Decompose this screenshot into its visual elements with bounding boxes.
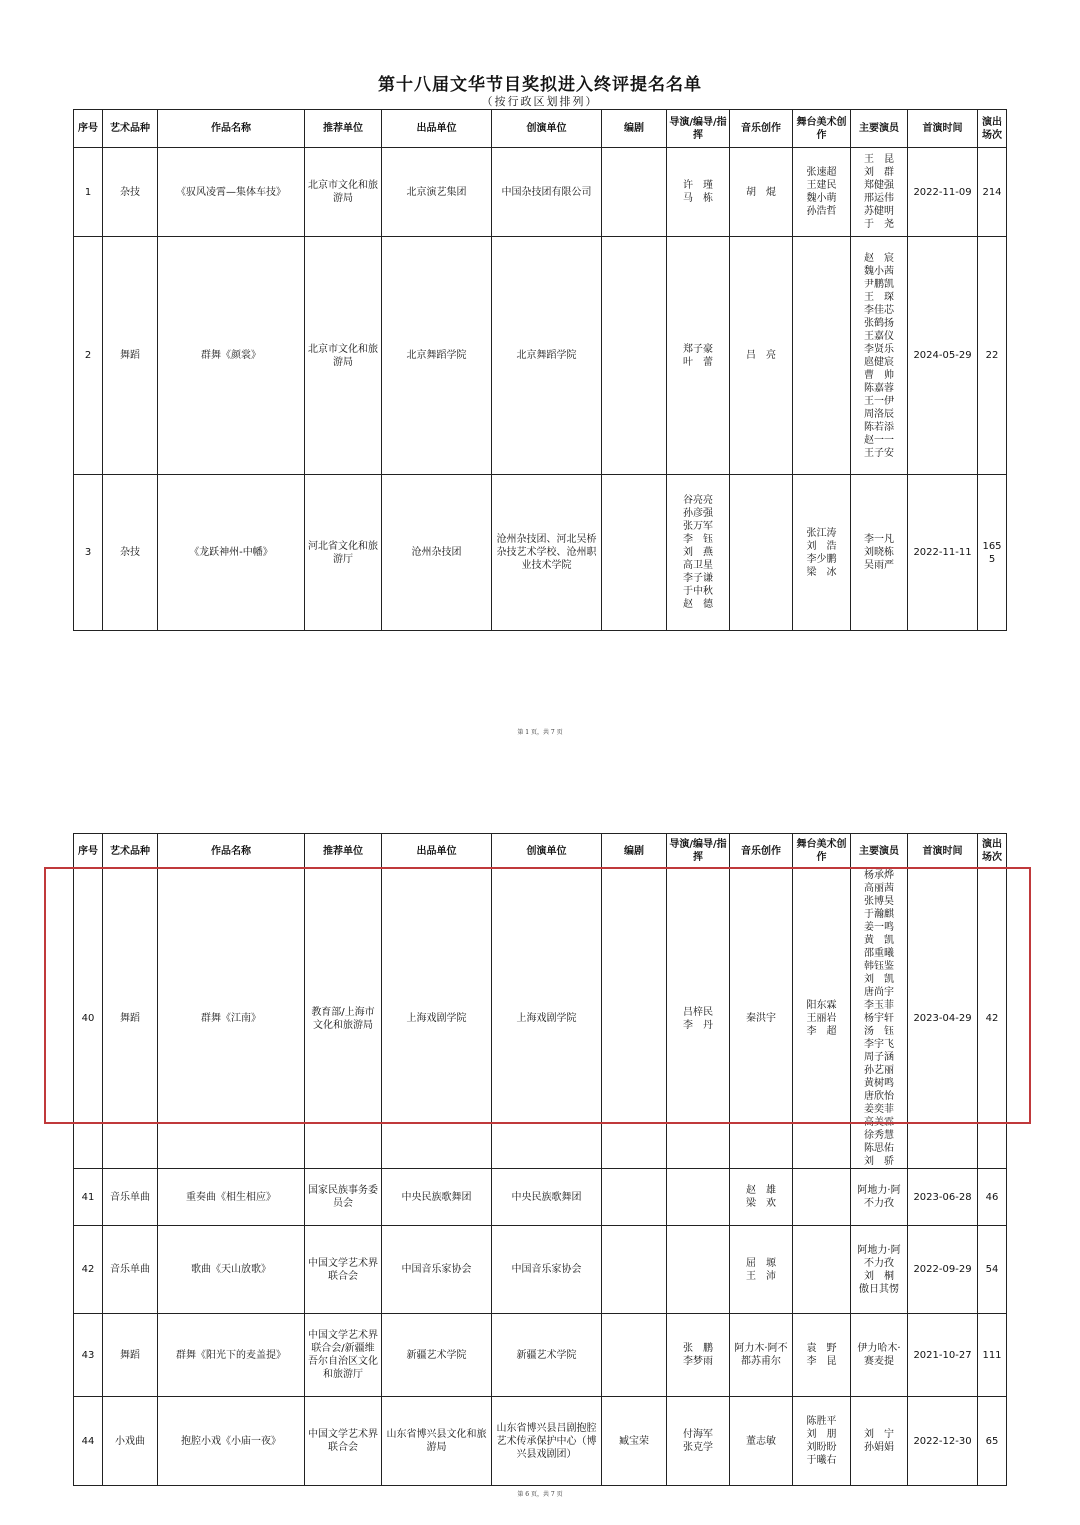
cell-producer: 山东省博兴县文化和旅游局 — [382, 1397, 492, 1486]
cell-shows: 46 — [978, 1169, 1007, 1226]
cell-playwright — [602, 869, 667, 1169]
cell-recommender: 国家民族事务委员会 — [305, 1169, 382, 1226]
cell-work: 抱腔小戏《小庙一夜》 — [158, 1397, 305, 1486]
header-premiere: 首演时间 — [908, 110, 978, 148]
cell-producer: 中央民族歌舞团 — [382, 1169, 492, 1226]
cell-actors: 伊力哈木·赛麦提 — [851, 1314, 908, 1397]
cell-playwright — [602, 1314, 667, 1397]
page-footer-1: 第 1 页，共 7 页 — [517, 729, 563, 736]
cell-shows: 65 — [978, 1397, 1007, 1486]
cell-music: 胡 焜 — [730, 148, 793, 237]
cell-producer: 新疆艺术学院 — [382, 1314, 492, 1397]
cell-creator: 中国音乐家协会 — [492, 1226, 602, 1314]
cell-premiere: 2024-05-29 — [908, 237, 978, 475]
table-row — [74, 1169, 1007, 1226]
cell-recommender: 教育部/上海市文化和旅游局 — [305, 869, 382, 1169]
cell-premiere: 2023-06-28 — [908, 1169, 978, 1226]
cell-shows: 111 — [978, 1314, 1007, 1397]
header-director: 导演/编导/指挥 — [667, 110, 730, 148]
table-row — [74, 869, 1007, 1169]
cell-premiere: 2021-10-27 — [908, 1314, 978, 1397]
cell-recommender: 中国文学艺术界联合会 — [305, 1397, 382, 1486]
header-playwright: 编剧 — [602, 110, 667, 148]
cell-music: 秦洪宇 — [730, 869, 793, 1169]
cell-category: 小戏曲 — [103, 1397, 158, 1486]
cell-creator: 中央民族歌舞团 — [492, 1169, 602, 1226]
cell-work: 《龙跃神州-中幡》 — [158, 475, 305, 631]
cell-director: 郑子豪 叶 蕾 — [667, 237, 730, 475]
cell-playwright — [602, 475, 667, 631]
cell-category: 杂技 — [103, 148, 158, 237]
cell-creator: 北京舞蹈学院 — [492, 237, 602, 475]
cell-stage — [793, 237, 851, 475]
header-stage: 舞台美术创作 — [793, 834, 851, 869]
cell-director: 谷亮亮 孙彦强 张万军 李 钰 刘 燕 高卫星 李子谦 于中秋 赵 德 — [667, 475, 730, 631]
cell-work: 群舞《江南》 — [158, 869, 305, 1169]
cell-director: 付海军 张克学 — [667, 1397, 730, 1486]
cell-director — [667, 1169, 730, 1226]
header-playwright: 编剧 — [602, 834, 667, 869]
cell-producer: 沧州杂技团 — [382, 475, 492, 631]
cell-creator: 新疆艺术学院 — [492, 1314, 602, 1397]
page-footer-6: 第 6 页，共 7 页 — [517, 1491, 563, 1498]
header-no: 序号 — [74, 110, 103, 148]
cell-category: 杂技 — [103, 475, 158, 631]
header-recommender: 推荐单位 — [305, 834, 382, 869]
nominee-table-page-6 — [73, 833, 1007, 1486]
table-row — [74, 1314, 1007, 1397]
cell-no: 1 — [74, 148, 103, 237]
cell-stage — [793, 1169, 851, 1226]
header-work: 作品名称 — [158, 834, 305, 869]
cell-recommender: 中国文学艺术界联合会 — [305, 1226, 382, 1314]
header-row — [74, 834, 1007, 869]
header-director: 导演/编导/指挥 — [667, 834, 730, 869]
header-shows: 演出场次 — [978, 834, 1007, 869]
cell-premiere: 2023-04-29 — [908, 869, 978, 1169]
cell-stage: 张速超 王建民 魏小萌 孙浩哲 — [793, 148, 851, 237]
document-title: 第十八届文华节目奖拟进入终评提名名单 — [378, 75, 702, 95]
cell-actors: 刘 宁 孙娟娟 — [851, 1397, 908, 1486]
cell-shows: 1655 — [978, 475, 1007, 631]
header-music: 音乐创作 — [730, 110, 793, 148]
cell-music: 屈 塬 王 沛 — [730, 1226, 793, 1314]
header-producer: 出品单位 — [382, 834, 492, 869]
cell-creator: 上海戏剧学院 — [492, 869, 602, 1169]
cell-creator: 中国杂技团有限公司 — [492, 148, 602, 237]
cell-recommender: 河北省文化和旅游厅 — [305, 475, 382, 631]
header-producer: 出品单位 — [382, 110, 492, 148]
cell-no: 2 — [74, 237, 103, 475]
cell-no: 43 — [74, 1314, 103, 1397]
header-actors: 主要演员 — [851, 834, 908, 869]
cell-category: 舞蹈 — [103, 1314, 158, 1397]
table-row — [74, 1226, 1007, 1314]
cell-premiere: 2022-11-09 — [908, 148, 978, 237]
header-premiere: 首演时间 — [908, 834, 978, 869]
cell-premiere: 2022-12-30 — [908, 1397, 978, 1486]
cell-producer: 北京舞蹈学院 — [382, 237, 492, 475]
cell-stage — [793, 1226, 851, 1314]
table-row — [74, 475, 1007, 631]
cell-director — [667, 1226, 730, 1314]
cell-producer: 上海戏剧学院 — [382, 869, 492, 1169]
cell-no: 44 — [74, 1397, 103, 1486]
cell-creator: 山东省博兴县吕剧抱腔艺术传承保护中心（博兴县戏剧团） — [492, 1397, 602, 1486]
cell-shows: 42 — [978, 869, 1007, 1169]
header-category: 艺术品种 — [103, 834, 158, 869]
cell-creator: 沧州杂技团、河北吴桥杂技艺术学校、沧州职业技术学院 — [492, 475, 602, 631]
cell-recommender: 北京市文化和旅游局 — [305, 237, 382, 475]
cell-recommender: 中国文学艺术界联合会/新疆维吾尔自治区文化和旅游厅 — [305, 1314, 382, 1397]
cell-category: 舞蹈 — [103, 869, 158, 1169]
cell-actors: 阿地力·阿不力孜 — [851, 1169, 908, 1226]
header-stage: 舞台美术创作 — [793, 110, 851, 148]
cell-producer: 北京演艺集团 — [382, 148, 492, 237]
cell-category: 舞蹈 — [103, 237, 158, 475]
cell-work: 《驭风凌霄—集体车技》 — [158, 148, 305, 237]
cell-stage: 张江涛 刘 浩 李少鹏 梁 冰 — [793, 475, 851, 631]
cell-music — [730, 475, 793, 631]
cell-shows: 54 — [978, 1226, 1007, 1314]
header-actors: 主要演员 — [851, 110, 908, 148]
cell-playwright — [602, 1169, 667, 1226]
cell-director: 张 鹏 李梦雨 — [667, 1314, 730, 1397]
header-recommender: 推荐单位 — [305, 110, 382, 148]
table-row — [74, 237, 1007, 475]
cell-actors: 李一凡 刘晓栋 吴雨严 — [851, 475, 908, 631]
header-no: 序号 — [74, 834, 103, 869]
cell-no: 3 — [74, 475, 103, 631]
header-row — [74, 110, 1007, 148]
cell-no: 40 — [74, 869, 103, 1169]
cell-stage: 陈胜平 刘 朋 刘盼盼 于曦右 — [793, 1397, 851, 1486]
header-work: 作品名称 — [158, 110, 305, 148]
cell-director: 吕梓民 李 丹 — [667, 869, 730, 1169]
cell-premiere: 2022-11-11 — [908, 475, 978, 631]
cell-playwright — [602, 237, 667, 475]
cell-no: 41 — [74, 1169, 103, 1226]
cell-category: 音乐单曲 — [103, 1169, 158, 1226]
table-row — [74, 148, 1007, 237]
cell-actors: 阿地力·阿不力孜 刘 桐 傲日其愣 — [851, 1226, 908, 1314]
cell-work: 群舞《阳光下的麦盖提》 — [158, 1314, 305, 1397]
cell-shows: 22 — [978, 237, 1007, 475]
cell-music: 董志敏 — [730, 1397, 793, 1486]
cell-actors: 王 昆 刘 群 郑健强 邢运伟 苏健明 于 尧 — [851, 148, 908, 237]
nominee-table-page-1 — [73, 109, 1007, 631]
cell-category: 音乐单曲 — [103, 1226, 158, 1314]
cell-stage: 袁 野 李 昆 — [793, 1314, 851, 1397]
cell-director: 许 瑾 马 栋 — [667, 148, 730, 237]
header-creator: 创演单位 — [492, 110, 602, 148]
cell-music: 吕 亮 — [730, 237, 793, 475]
header-music: 音乐创作 — [730, 834, 793, 869]
cell-recommender: 北京市文化和旅游局 — [305, 148, 382, 237]
cell-actors: 赵 宸 魏小茜 尹鹏凯 王 琛 李佳芯 张鹤扬 王嘉仪 李贤乐 扈健宸 曹 帅 陈嘉蓉 王一伊 周洛辰 陈若添 赵一一 王子安 — [851, 237, 908, 475]
cell-playwright — [602, 148, 667, 237]
cell-producer: 中国音乐家协会 — [382, 1226, 492, 1314]
cell-premiere: 2022-09-29 — [908, 1226, 978, 1314]
table-row — [74, 1397, 1007, 1486]
cell-no: 42 — [74, 1226, 103, 1314]
cell-work: 群舞《颜裳》 — [158, 237, 305, 475]
cell-playwright: 臧宝荣 — [602, 1397, 667, 1486]
cell-work: 歌曲《天山放歌》 — [158, 1226, 305, 1314]
header-creator: 创演单位 — [492, 834, 602, 869]
cell-music: 赵 雄 梁 欢 — [730, 1169, 793, 1226]
cell-stage: 阳东霖 王丽岩 李 超 — [793, 869, 851, 1169]
header-shows: 演出场次 — [978, 110, 1007, 148]
cell-work: 重奏曲《相生相应》 — [158, 1169, 305, 1226]
header-category: 艺术品种 — [103, 110, 158, 148]
cell-music: 阿力木·阿不都苏甫尔 — [730, 1314, 793, 1397]
cell-actors: 杨承烨 高丽茜 张博昊 于瀚麒 姜一鸣 黄 凯 邵重曦 韩钰鉴 刘 凯 唐尚宇 李玉菲 杨宇轩 汤 钰 李宇飞 周子涵 孙艺丽 黄树鸣 唐欣怡 姜奕菲 高美霖 徐秀慧 陈思佑 刘 骄 — [851, 869, 908, 1169]
cell-playwright — [602, 1226, 667, 1314]
cell-shows: 214 — [978, 148, 1007, 237]
document-subtitle: （按行政区划排列） — [481, 95, 599, 108]
